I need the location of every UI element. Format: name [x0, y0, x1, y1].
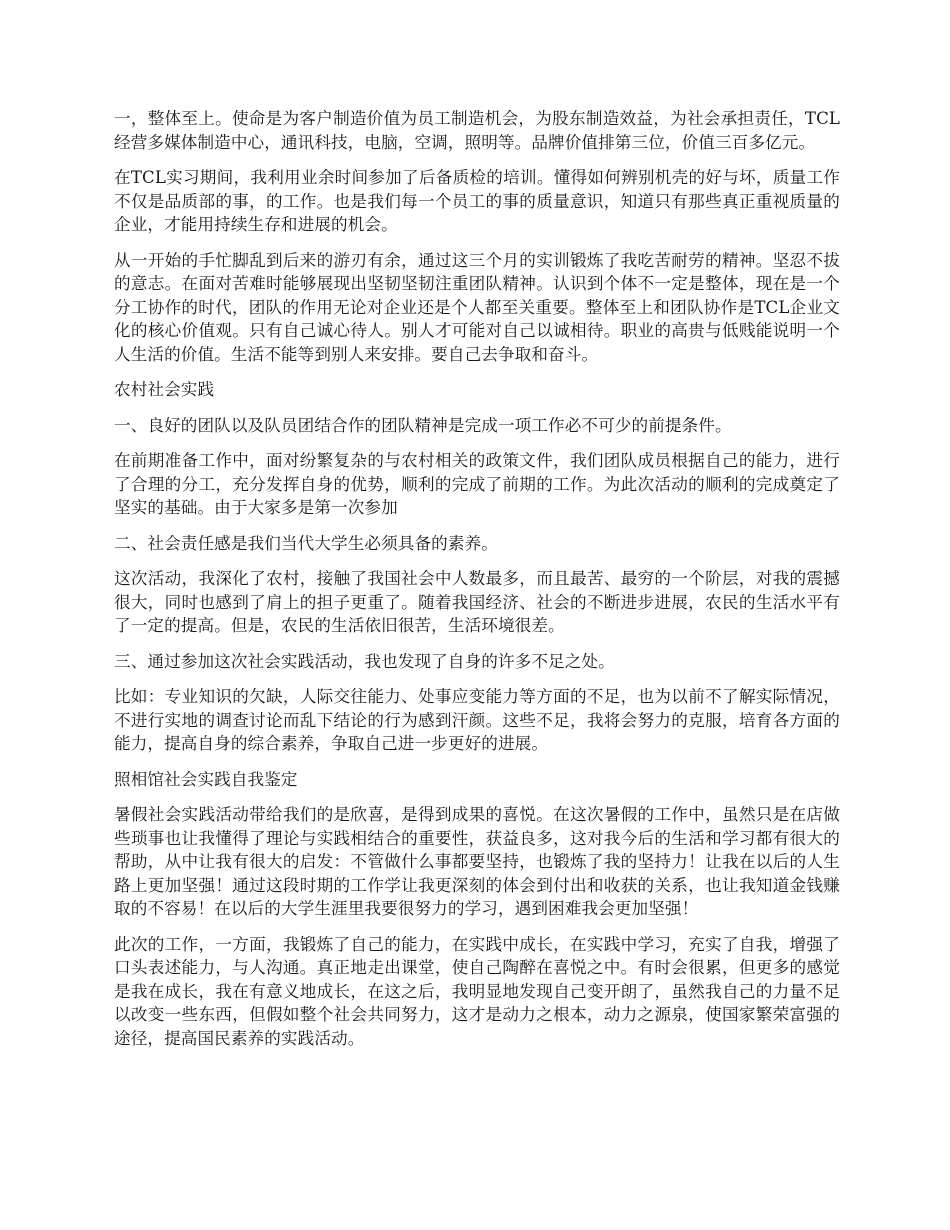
document-page [114, 107, 840, 1062]
paragraph-summer-practice: 暑假社会实践活动带给我们的是欣喜，是得到成果的喜悦。在这次暑假的工作中，虽然只是在店做些琐事也让我懂得了理论与实践相结合的重要性，获益良多，这对我今后的生活和学习都有很大的帮助，从中让我有很大的启发：不管做什么事都要坚持，也锻炼了我的坚持力！让我在以后的人生路上更加坚强！通过这段时期的工作学让我更深刻的体会到付出和收获的关系，也让我知道金钱赚取的不容易！在以后的大学生涯里我要很努力的学习，遇到困难我会更加坚强！ [114, 805, 840, 918]
paragraph-example-shortcomings: 比如：专业知识的欠缺，人际交往能力、处事应变能力等方面的不足，也为以前不了解实际情况，不进行实地的调查讨论而乱下结论的行为感到汗颜。这些不足，我将会努力的克服，培育各方面的能力，提高自身的综合素养，争取自己进一步更好的进展。 [114, 687, 840, 753]
paragraph-social-responsibility: 二、社会责任感是我们当代大学生必须具备的素养。 [114, 533, 498, 553]
paragraph-shortcomings: 三、通过参加这次社会实践活动，我也发现了自身的许多不足之处。 [114, 651, 615, 671]
paragraph-tcl-internship: 在TCL实习期间，我利用业余时间参加了后备质检的培训。懂得如何辨别机壳的好与坏，质量工作不仅是品质部的事，的工作。也是我们每一个员工的事的质量意识，知道只有那些真正重视质量的企业，才能用持续生存和进展的机会。 [114, 168, 840, 234]
paragraph-training-spirit: 从一开始的手忙脚乱到后来的游刃有余，通过这三个月的实训锻炼了我吃苦耐劳的精神。坚忍不拔的意志。在面对苦难时能够展现出坚韧坚韧注重团队精神。认识到个体不一定是整体，现在是一个分工协作的时代，团队的作用无论对企业还是个人都至关重要。整体至上和团队协作是TCL企业文化的核心价值观。只有自己诚心待人。别人才可能对自己以诚相待。职业的高贵与低贱能说明一个人生活的价值。生活不能等到别人来安排。要自己去争取和奋斗。 [114, 250, 840, 364]
paragraph-preparation: 在前期准备工作中，面对纷繁复杂的与农村相关的政策文件，我们团队成员根据自己的能力，进行了合理的分工，充分发挥自身的优势，顺利的完成了前期的工作。为此次活动的顺利的完成奠定了坚实的基础。由于大家多是第一次参加 [114, 451, 840, 517]
paragraph-overall-first: 一，整体至上。使命是为客户制造价值为员工制造机会，为股东制造效益，为社会承担责任，TCL经营多媒体制造中心，通讯科技，电脑，空调，照明等。品牌价值排第三位，价值三百多亿元。 [114, 109, 840, 152]
paragraph-team-spirit: 一、良好的团队以及队员团结合作的团队精神是完成一项工作必不可少的前提条件。 [114, 415, 732, 435]
heading-rural-practice: 农村社会实践 [114, 380, 215, 399]
paragraph-rural-insight: 这次活动，我深化了农村，接触了我国社会中人数最多，而且最苦、最穷的一个阶层，对我的震撼很大，同时也感到了肩上的担子更重了。随着我国经济、社会的不断进步进展，农民的生活水平有了一定的提高。但是，农民的生活依旧很苦，生活环境很差。 [114, 569, 840, 635]
heading-photo-studio: 照相馆社会实践自我鉴定 [114, 769, 298, 789]
paragraph-work-growth: 此次的工作，一方面，我锻炼了自己的能力，在实践中成长，在实践中学习，充实了自我，增强了口头表述能力，与人沟通。真正地走出课堂，使自己陶醉在喜悦之中。有时会很累，但更多的感觉是我在成长，我在有意义地成长，在这之后，我明显地发现自己变开朗了，虽然我自己的力量不足以改变一些东西，但假如整个社会共同努力，这才是动力之根本，动力之源泉，使国家繁荣富强的途径，提高国民素养的实践活动。 [114, 934, 840, 1048]
